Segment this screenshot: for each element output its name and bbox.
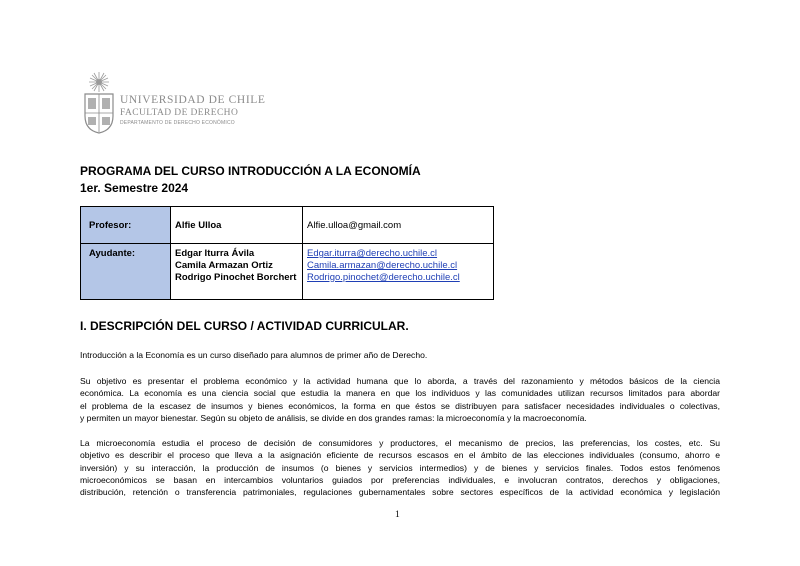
assistant-email-link[interactable]: Camila.armazan@derecho.uchile.cl bbox=[307, 260, 458, 271]
assistant-email-link[interactable]: Rodrigo.pinochet@derecho.uchile.cl bbox=[307, 272, 460, 283]
paragraph-line: el problema de la escasez de insumos y bienes económicos, la forma en que éstos se distribuyen para satisfacer necesidades individuales o colectivas, bbox=[80, 400, 720, 411]
professor-email: Alfie.ulloa@gmail.com bbox=[303, 207, 494, 244]
faculty-name: FACULTAD DE DERECHO bbox=[120, 108, 239, 118]
professor-row bbox=[81, 207, 494, 244]
section-heading: I. DESCRIPCIÓN DEL CURSO / ACTIVIDAD CURRICULAR. bbox=[80, 319, 409, 333]
department-name: DEPARTAMENTO DE DERECHO ECONÓMICO bbox=[120, 120, 235, 126]
course-title-block bbox=[80, 163, 421, 197]
assistant-row bbox=[81, 244, 494, 300]
assistant-label: Ayudante: bbox=[81, 244, 171, 300]
staff-table bbox=[80, 206, 494, 300]
paragraph-line: inversión) y su interacción, la producción de insumos (o bienes y servicios intermedios) y de bienes y servicios finales. Todos estos fenómenos bbox=[80, 462, 720, 473]
paragraph-line: distribución, retención o transferencia patrimoniales, regulaciones gubernamentales sobre sectores específicos de la actividad económica y legislación bbox=[80, 487, 720, 498]
page-number: 1 bbox=[395, 510, 400, 520]
paragraph-line: objetivo es describir el proceso que lleva a la asignación eficiente de recursos escasos en el ámbito de las elecciones individuales (consumo, ahorro e bbox=[80, 450, 720, 461]
paragraph-line: Introducción a la Economía es un curso diseñado para alumnos de primer año de Derecho. bbox=[80, 350, 428, 360]
logo-text bbox=[120, 94, 266, 127]
assistant-name: Rodrigo Pinochet Borchert bbox=[175, 272, 297, 283]
paragraph-microeconomics bbox=[80, 437, 720, 498]
assistant-name: Edgar Iturra Ávila bbox=[175, 248, 255, 259]
paragraph-intro bbox=[80, 349, 720, 361]
paragraph-line: Su objetivo es presentar el problema económico y la actividad humana que lo aborda, a través del razonamiento y métodos básicos de la ciencia bbox=[80, 376, 720, 386]
professor-label: Profesor: bbox=[81, 207, 171, 244]
assistant-emails bbox=[303, 244, 494, 300]
paragraph-line: microeconómicos se basan en intercambios voluntarios guiados por preferencias individuales, e involucran contratos, derechos y obligaciones, bbox=[80, 474, 720, 485]
university-name: UNIVERSIDAD DE CHILE bbox=[120, 94, 266, 106]
paragraph-line: económica. La economía es una ciencia social que estudia la manera en que los individuos y las comunidades utilizan recursos limitados para abordar bbox=[80, 388, 720, 399]
university-seal-icon bbox=[82, 70, 116, 134]
paragraph-line: y permiten un mayor bienestar. Según su objeto de análisis, se divide en dos grandes ramas: la microeconomía y la macroeconomía. bbox=[80, 412, 587, 423]
university-logo bbox=[80, 70, 280, 140]
assistant-name: Camila Armazan Ortiz bbox=[175, 260, 273, 271]
assistant-names bbox=[171, 244, 303, 300]
assistant-email-link[interactable]: Edgar.iturra@derecho.uchile.cl bbox=[307, 248, 438, 259]
course-semester: 1er. Semestre 2024 bbox=[80, 181, 189, 195]
paragraph-line: La microeconomía estudia el proceso de decisión de consumidores y productores, el mecanismo de precios, las preferencias, los costes, etc. Su bbox=[80, 438, 720, 448]
paragraph-objective bbox=[80, 375, 720, 424]
course-title: PROGRAMA DEL CURSO INTRODUCCIÓN A LA ECONOMÍA bbox=[80, 164, 421, 178]
professor-name: Alfie Ulloa bbox=[171, 207, 303, 244]
